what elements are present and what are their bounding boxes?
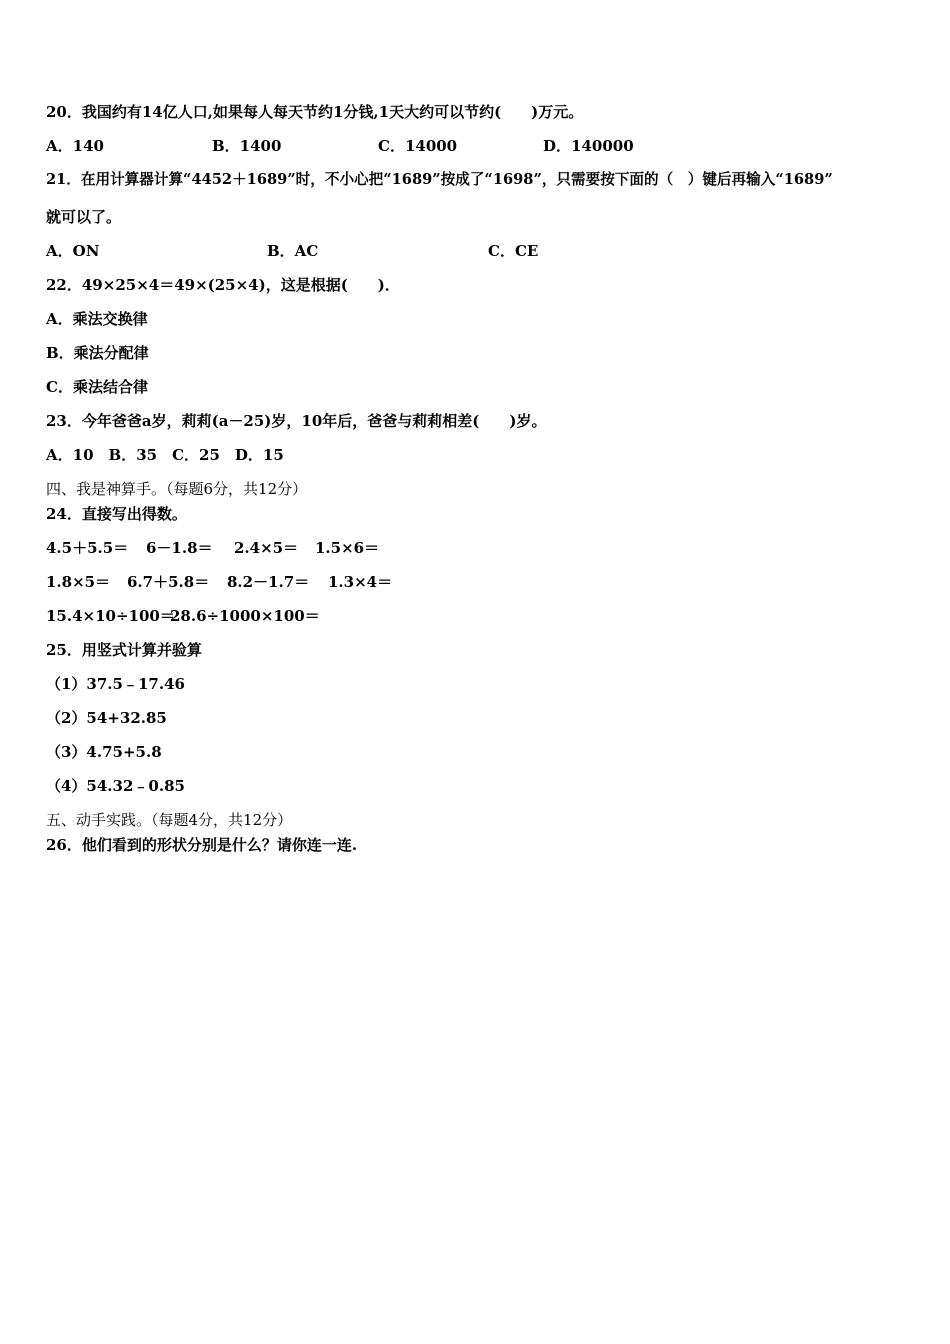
question-21-stem: 21．在用计算器计算“4452＋1689”时，不小心把“1689”按成了“1698”，只需要按下面的（ ）键后再输入“1689” [46,171,833,188]
question-24-stem: 24．直接写出得数。 [46,505,187,523]
question-20-option-d: D．140000 [543,137,634,155]
question-22-option-a: A．乘法交换律 [46,310,148,328]
question-25-item: （2）54+32.85 [46,709,167,727]
question-25-item: （3）4.75+5.8 [46,743,162,761]
question-20-stem: 20．我国约有14亿人口,如果每人每天节约1分钱,1天大约可以节约( )万元。 [46,103,584,121]
calc-item: 6－1.8＝ [146,539,213,557]
question-23-options: A．10 B．35 C．25 D．15 [46,446,284,464]
question-23-stem: 23．今年爸爸a岁，莉莉(a－25)岁，10年后，爸爸与莉莉相差( )岁。 [46,412,547,430]
question-25-stem: 25．用竖式计算并验算 [46,641,202,659]
question-25-item: （4）54.32﹣0.85 [46,777,185,795]
question-26-stem: 26．他们看到的形状分别是什么？请你连一连. [46,836,358,854]
calc-item: 8.2－1.7＝ [227,573,310,591]
question-22-stem: 22．49×25×4＝49×(25×4)，这是根据( )． [46,276,400,294]
calc-item: 2.4×5＝ [234,539,299,557]
calc-item: 15.4×10÷100＝ [46,607,175,625]
section-4-title: 四、我是神算手。（每题6分，共12分） [46,480,308,498]
question-22-option-b: B．乘法分配律 [46,344,149,362]
question-21-option-a: A．ON [46,242,100,260]
question-25-item: （1）37.5﹣17.46 [46,675,185,693]
calc-item: 4.5＋5.5＝ [46,539,129,557]
question-20-option-b: B．1400 [212,137,282,155]
question-21-option-b: B．AC [267,242,319,260]
calc-item: 28.6÷1000×100＝ [170,607,320,625]
calc-item: 1.8×5＝ [46,573,111,591]
calc-item: 1.5×6＝ [315,539,380,557]
calc-item: 6.7＋5.8＝ [127,573,210,591]
question-20-option-c: C．14000 [378,137,458,155]
question-22-option-c: C．乘法结合律 [46,378,148,396]
calc-item: 1.3×4＝ [328,573,393,591]
question-21-option-c: C．CE [488,242,539,260]
section-5-title: 五、动手实践。（每题4分，共12分） [46,811,293,829]
question-21-stem-continued: 就可以了。 [46,208,122,226]
question-20-option-a: A．140 [46,137,104,155]
